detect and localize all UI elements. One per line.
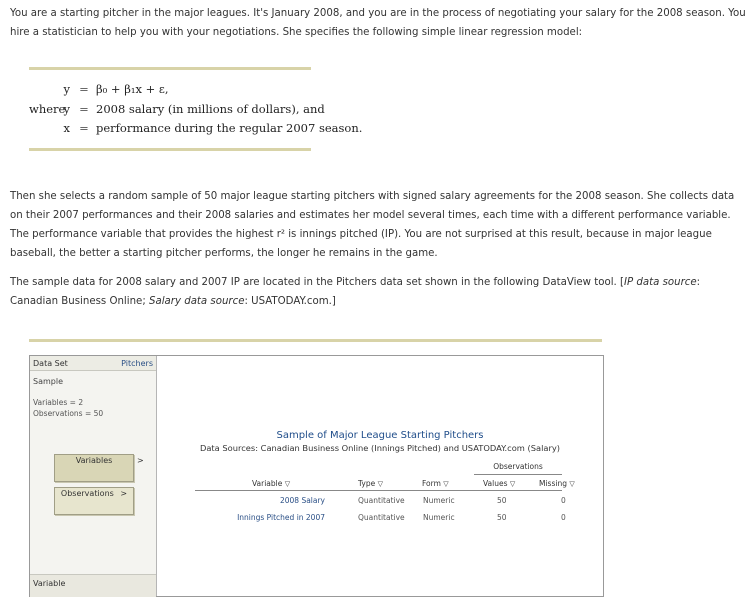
dataview-top-rule <box>29 339 602 342</box>
eq2-lhs: y <box>63 102 70 116</box>
row-form: Numeric <box>423 513 455 522</box>
eq1-lhs: y <box>63 82 70 96</box>
sort-icon: ▽ <box>509 480 516 488</box>
variables-arrow-icon: > <box>137 456 144 465</box>
dataset-value[interactable]: Pitchers <box>121 359 153 368</box>
col-header-variable[interactable] <box>252 479 290 488</box>
col-type-label: Type <box>358 479 376 488</box>
eq1-op: = <box>79 82 89 96</box>
eq2-rhs: 2008 salary (in millions of dollars), and <box>96 102 325 116</box>
eq3-rhs: performance during the regular 2007 season. <box>96 121 363 135</box>
ip-source-value: : Canadian Business Online; <box>10 277 701 307</box>
col-header-missing[interactable] <box>539 479 575 488</box>
col-values-label: Values <box>483 479 508 488</box>
variable-footer <box>30 574 156 597</box>
variables-count: Variables = 2 <box>33 398 84 407</box>
ip-source-label: IP data source <box>624 277 697 288</box>
observations-header: Observations <box>493 462 543 471</box>
eq1-rhs: β₀ + β₁x + ε, <box>96 82 169 96</box>
row-type: Quantitative <box>358 496 405 505</box>
sort-icon: ▽ <box>443 480 449 488</box>
row-missing: 0 <box>561 496 566 505</box>
variables-button-label: Variables <box>75 456 113 465</box>
dataset-sources: Data Sources: Canadian Business Online (Innings Pitched) and USATODAY.com (Salary) <box>199 443 561 453</box>
model-equation <box>10 82 330 98</box>
dataview-sidebar <box>30 356 157 596</box>
dataset-title: Sample of Major League Starting Pitchers <box>276 430 484 441</box>
col-variable-label: Variable <box>252 479 283 488</box>
row-values: 50 <box>497 513 507 522</box>
col-header-type[interactable] <box>358 479 383 488</box>
observations-button[interactable] <box>54 487 134 515</box>
header-rule <box>195 490 562 491</box>
intro-paragraph: You are a starting pitcher in the major leagues. It's January 2008, and you are in the process of negotiating your salary for the 2008 season. You hire a statistician to help you with your negotiations. She specifies the following simple linear regression model: <box>10 8 746 38</box>
eq2-prefix: where <box>29 102 66 116</box>
table-row <box>157 513 603 527</box>
col-header-form[interactable] <box>422 479 449 488</box>
dataset-label: Data Set <box>33 359 68 368</box>
table-row <box>157 496 603 510</box>
eq3-lhs: x <box>63 121 70 135</box>
variables-button[interactable] <box>54 454 134 482</box>
col-form-label: Form <box>422 479 441 488</box>
observations-button-label: Observations <box>60 489 114 498</box>
model-top-rule <box>29 67 311 70</box>
observations-arrow-icon: > <box>120 489 128 498</box>
sort-icon: ▽ <box>569 480 575 488</box>
observations-count: Observations = 50 <box>33 409 104 418</box>
sort-icon: ▽ <box>377 480 384 488</box>
observations-header-rule <box>474 474 562 475</box>
col-missing-label: Missing <box>539 479 567 488</box>
dataview-tool <box>29 355 604 597</box>
sort-icon: ▽ <box>284 480 291 488</box>
eq3-op: = <box>79 121 89 135</box>
salary-source-label: Salary data source <box>148 296 245 307</box>
model-def-x <box>10 121 363 137</box>
row-type: Quantitative <box>358 513 405 522</box>
sample-label: Sample <box>33 377 63 386</box>
dataview-main <box>157 356 603 596</box>
model-bottom-rule <box>29 148 311 151</box>
row-values: 50 <box>497 496 507 505</box>
para3-text: The sample data for 2008 salary and 2007 IP are located in the Pitchers data set shown in the following DataView tool. [ <box>10 277 624 288</box>
row-form: Numeric <box>423 496 455 505</box>
salary-source-value: : USATODAY.com.] <box>244 296 336 307</box>
row-variable-link[interactable]: Innings Pitched in 2007 <box>237 513 325 522</box>
dataset-header <box>30 356 156 371</box>
col-header-values[interactable] <box>483 479 515 488</box>
variable-footer-label: Variable <box>33 579 66 588</box>
row-variable-link[interactable]: 2008 Salary <box>279 496 325 505</box>
model-def-y <box>10 102 330 118</box>
method-paragraph: Then she selects a random sample of 50 major league starting pitchers with signed salary agreements for the 2008 season. She collects data on their 2007 performances and their 2008 salaries and estimates her model several times, each time with a different performance variable. The performance variable that provides the highest r² is innings pitched (IP). You are not surprised at this result, because in major league baseball, the better a starting pitcher performs, the longer he remains in the game. <box>10 191 735 259</box>
data-location-paragraph <box>10 273 746 311</box>
row-missing: 0 <box>561 513 566 522</box>
eq2-op: = <box>79 102 89 116</box>
